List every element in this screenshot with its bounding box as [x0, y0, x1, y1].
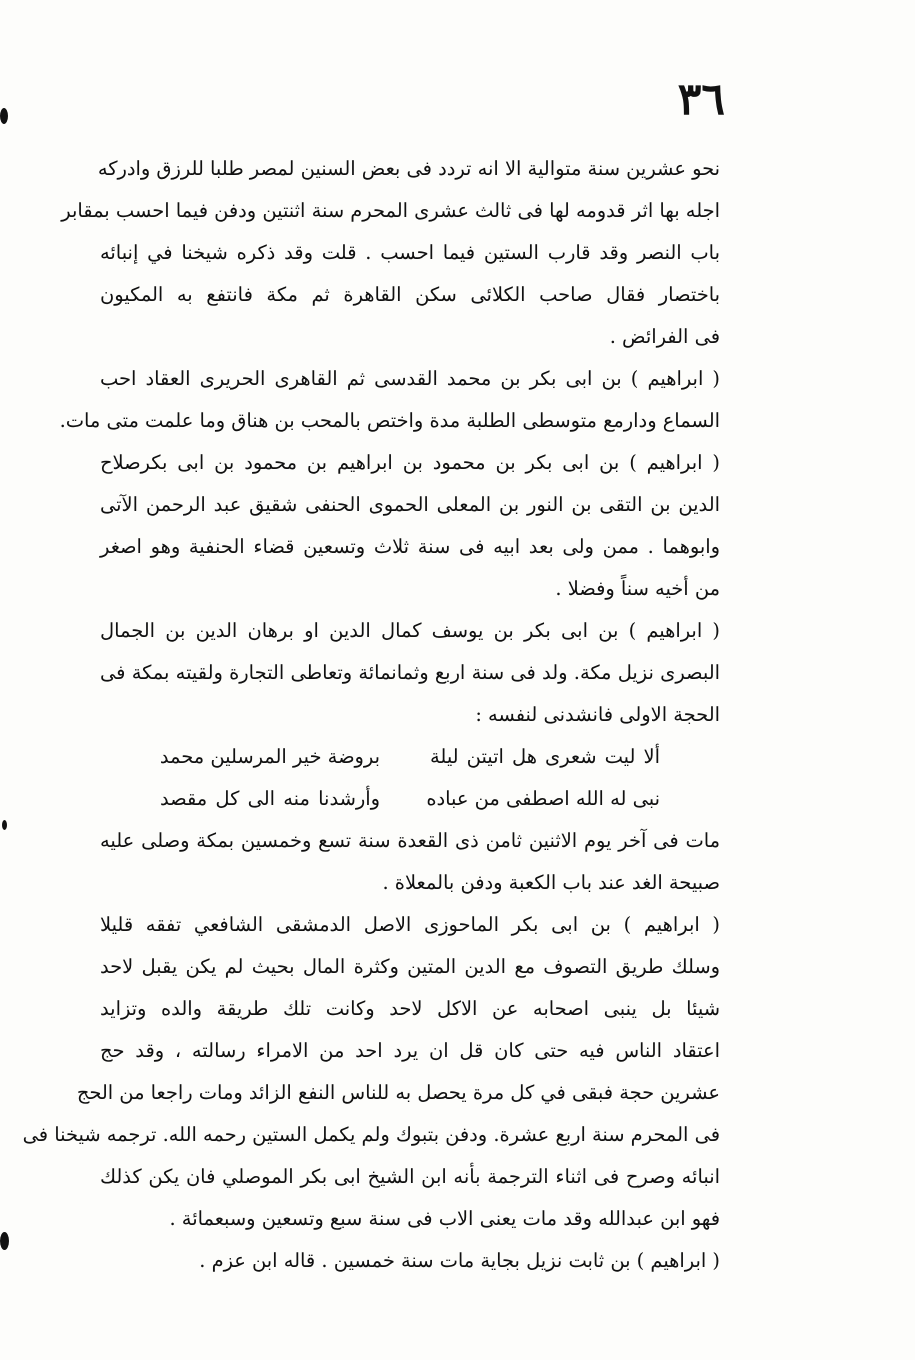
text-line: من أخيه سناً وفضلا .	[555, 577, 720, 600]
text-line: باختصار فقال صاحب الكلائى سكن القاهرة ثم مكة فانتفع به المكيون	[100, 283, 720, 306]
entry-first-line: ( ابراهيم ) بن ابى بكر بن يوسف كمال الدين او برهان الدين بن الجمال	[100, 619, 720, 642]
text-line: فى الفرائض .	[609, 325, 720, 348]
scan-edge-mark	[0, 108, 8, 124]
page-number: ٣٦	[677, 74, 725, 125]
text-line: مات فى آخر يوم الاثنين ثامن ذى القعدة سنة تسع وخمسين بمكة وصلى عليه	[100, 829, 720, 852]
text-line: شيئا بل ينبى اصحابه عن الاكل لاحد وكانت تلك طريقة والده وتزايد	[100, 997, 720, 1020]
verse-second-hemistich: وأرشدنا منه الى كل مقصد	[160, 787, 380, 810]
text-line: فى المحرم سنة اربع عشرة. ودفن بتبوك ولم يكمل الستين رحمه الله. ترجمه شيخنا فى	[22, 1123, 720, 1146]
text-line: انبائه وصرح فى اثناء الترجمة بأنه ابن الشيخ ابى بكر الموصلي فان يكن كذلك	[100, 1165, 720, 1188]
text-line: نحو عشرين سنة متوالية الا انه تردد فى بعض السنين لمصر طلبا للرزق وادركه	[97, 157, 720, 180]
poem-verse	[100, 736, 720, 778]
text-line: الدين بن التقى بن النور بن المعلى الحموى الحنفى شقيق عبد الرحمن الآتى	[100, 493, 720, 516]
text-line: وابوهما . ممن ولى بعد ابيه فى سنة ثلاث وتسعين قضاء الحنفية وهو اصغر	[100, 535, 720, 558]
text-line: اعتقاد الناس فيه حتى كان قل ان يرد احد من الامراء رسالته ، وقد حج	[100, 1039, 720, 1062]
text-line: باب النصر وقد قارب الستين فيما احسب . قلت وقد ذكره شيخنا في إنبائه	[100, 241, 720, 264]
scan-edge-mark	[2, 820, 7, 830]
text-line: وسلك طريق التصوف مع الدين المتين وكثرة المال بحيث لم يكن يقبل لاحد	[100, 955, 720, 978]
entry-first-line: ( ابراهيم ) بن ابى بكر بن محمد القدسى ثم القاهرى الحريرى العقاد احب	[100, 367, 720, 390]
entry-first-line: ( ابراهيم ) بن ابى بكر بن محمود بن ابراهيم بن محمود بن ابى بكرصلاح	[100, 451, 720, 474]
verse-first-hemistich: ألا ليت شعرى هل اتيتن ليلة	[430, 745, 660, 768]
scan-edge-mark	[0, 1232, 9, 1250]
verse-first-hemistich: نبى له الله اصطفى من عباده	[426, 787, 660, 810]
text-line: صبيحة الغد عند باب الكعبة ودفن بالمعلاة .	[382, 871, 720, 894]
text-line: فهو ابن عبدالله وقد مات يعنى الاب فى سنة سبع وتسعين وسبعمائة .	[169, 1207, 720, 1230]
text-line: الحجة الاولى فانشدنى لنفسه :	[475, 703, 720, 726]
entry-first-line: ( ابراهيم ) بن ثابت نزيل بجاية مات سنة خمسين . قاله ابن عزم .	[199, 1249, 720, 1272]
text-line: عشرين حجة فبقى في كل مرة يحصل به للناس النفع الزائد ومات راجعا من الحج	[76, 1081, 720, 1104]
poem-verse	[100, 778, 720, 820]
body-text	[22, 148, 720, 1282]
text-line: البصرى نزيل مكة. ولد فى سنة اربع وثمانمائة وتعاطى التجارة ولقيته بمكة فى	[100, 661, 720, 684]
text-line: السماع ودارمع متوسطى الطلبة مدة واختص بالمحب بن هناق وما علمت متى مات.	[59, 409, 720, 432]
entry-first-line: ( ابراهيم ) بن ابى بكر الماحوزى الاصل الدمشقى الشافعي تفقه قليلا	[100, 913, 720, 936]
text-line: اجله بها اثر قدومه لها فى ثالث عشرى المحرم سنة اثنتين ودفن فيما احسب بمقابر	[61, 199, 720, 222]
verse-second-hemistich: بروضة خير المرسلين محمد	[159, 745, 380, 768]
